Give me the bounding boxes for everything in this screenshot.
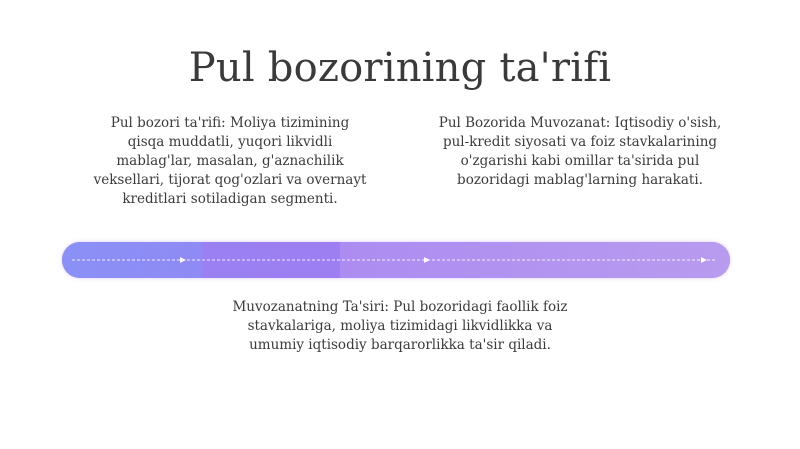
text-line: Pul Bozorida Muvozanat: Iqtisodiy o'sish, (438, 115, 722, 131)
text-block-impact (200, 298, 600, 355)
text-block-definition (60, 114, 400, 209)
text-line: stavkalariga, moliya tizimidagi likvidlikka va (247, 318, 553, 334)
slide-title: Pul bozorining ta'rifi (188, 44, 612, 91)
arrowhead-icon (180, 257, 186, 263)
text-line: pul-kredit siyosati va foiz stavkalarining (442, 134, 718, 150)
text-line: mablag'lar, masalan, g'aznachilik (116, 153, 344, 169)
arrowhead-icon (701, 257, 707, 263)
text-line: qisqa muddatli, yuqori likvidli (127, 134, 333, 150)
text-line: bozoridagi mablag'larning harakati. (457, 172, 703, 188)
text-line: Pul bozori ta'rifi: Moliya tizimining (110, 115, 350, 131)
arrowhead-icon (424, 257, 430, 263)
text-line: o'zgarishi kabi omillar ta'sirida pul (460, 153, 700, 169)
timeline-arrow-icon (62, 242, 730, 278)
text-block-equilibrium (410, 114, 750, 190)
text-line: Muvozanatning Ta'siri: Pul bozoridagi faollik foiz (232, 299, 568, 315)
text-line: veksellari, tijorat qog'ozlari va overnayt (93, 172, 367, 188)
text-line: umumiy iqtisodiy barqarorlikka ta'sir qiladi. (249, 337, 551, 353)
text-line: kreditlari sotiladigan segmenti. (122, 191, 338, 207)
timeline-bar (62, 242, 730, 278)
